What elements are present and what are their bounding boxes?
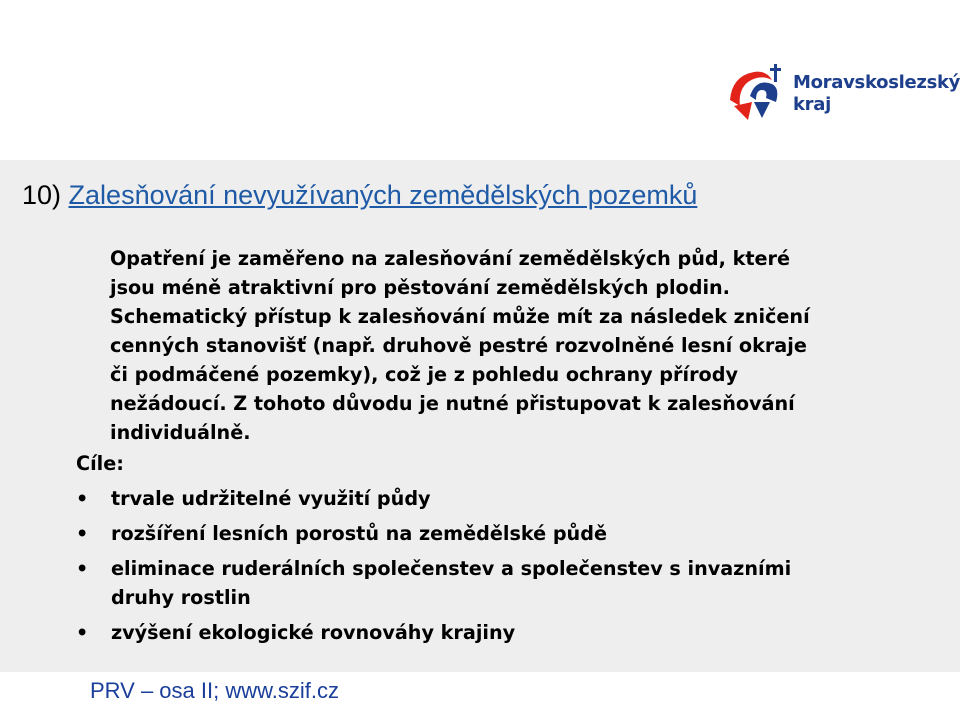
intro-line: Opatření je zaměřeno na zalesňování zemědělských půd, které: [110, 247, 791, 270]
list-item-text: rozšíření lesních porostů na zemědělské půdě: [111, 522, 607, 545]
bullet-icon: •: [76, 522, 89, 545]
bullet-icon: •: [76, 557, 89, 580]
goals-heading: Cíle:: [76, 452, 124, 475]
page-title: [22, 180, 697, 211]
intro-line: či podmáčené pozemky), což je z pohledu ochrany přírody: [110, 363, 738, 386]
list-item-text: eliminace ruderálních společenstev a společenstev s invazními: [111, 557, 792, 580]
intro-line: nežádoucí. Z tohoto důvodu je nutné přistupovat k zalesňování: [110, 392, 795, 415]
list-item-text: trvale udržitelné využití půdy: [111, 487, 431, 510]
intro-line: cenných stanovišť (např. druhově pestré rozvolněné lesní okraje: [110, 334, 807, 357]
goals-list: [76, 484, 896, 653]
intro-line: Schematický přístup k zalesňování může mít za následek zničení: [110, 305, 810, 328]
logo-emblem-icon: [726, 62, 790, 124]
title-link[interactable]: Zalesňování nevyužívaných zemědělských pozemků: [68, 180, 698, 210]
list-item: [76, 519, 896, 548]
intro-line: individuálně.: [110, 421, 251, 444]
title-number: 10): [22, 180, 62, 210]
intro-paragraph: [110, 244, 900, 447]
intro-line: jsou méně atraktivní pro pěstování zemědělských plodin.: [110, 276, 730, 299]
logo-line-1: Moravskoslezský: [793, 72, 960, 93]
list-item: [76, 618, 896, 647]
bullet-icon: •: [76, 487, 89, 510]
logo-line-2: kraj: [793, 94, 831, 115]
logo-wordmark: [793, 72, 960, 116]
list-item: [76, 484, 896, 513]
bullet-icon: •: [76, 621, 89, 644]
moravskoslezsky-kraj-logo: [726, 62, 960, 124]
list-item-text: druhy rostlin: [111, 586, 251, 609]
list-item: [76, 554, 896, 612]
footer-text: PRV – osa II; www.szif.cz: [90, 678, 340, 703]
list-item-text: zvýšení ekologické rovnováhy krajiny: [111, 621, 516, 644]
